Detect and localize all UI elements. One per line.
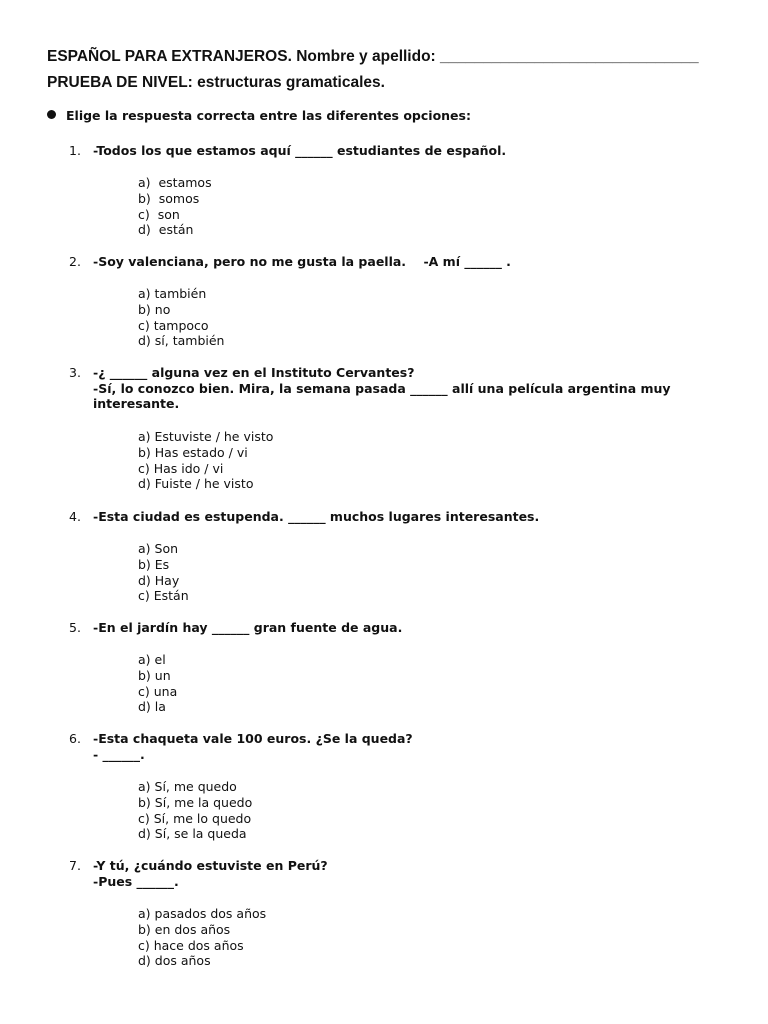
question-number: 4. bbox=[69, 509, 81, 524]
answer-option[interactable]: a) estamos bbox=[138, 175, 212, 190]
question-text bbox=[93, 254, 713, 270]
answer-option[interactable]: c) hace dos años bbox=[138, 937, 244, 953]
answer-option[interactable]: b) Es bbox=[138, 556, 170, 572]
question-number: 2. bbox=[69, 254, 81, 269]
question-line: -Soy valenciana, pero no me gusta la paella. -A mí ______ . bbox=[93, 254, 511, 269]
question-line: -Esta chaqueta vale 100 euros. ¿Se la queda? bbox=[93, 731, 413, 746]
answer-options bbox=[138, 286, 224, 349]
question-line: -Pues ______. bbox=[93, 873, 179, 889]
instruction bbox=[47, 107, 471, 125]
question-line: interesante. bbox=[93, 396, 180, 411]
answer-option[interactable]: a) el bbox=[138, 652, 166, 667]
question-text bbox=[93, 731, 713, 762]
answer-option[interactable]: c) Están bbox=[138, 588, 189, 604]
question-line: -Todos los que estamos aquí ______ estudiantes de español. bbox=[93, 143, 507, 158]
answer-options bbox=[138, 429, 273, 492]
answer-options bbox=[138, 175, 212, 238]
answer-option[interactable]: d) están bbox=[138, 222, 194, 238]
header-title-line: ESPAÑOL PARA EXTRANJEROS. Nombre y apellido: ______________________________ bbox=[47, 48, 699, 65]
header-subtitle-line: PRUEBA DE NIVEL: estructuras gramaticales. bbox=[47, 74, 385, 91]
question-line: - ______. bbox=[93, 746, 145, 762]
answer-option[interactable]: c) tampoco bbox=[138, 317, 209, 333]
question-number: 1. bbox=[69, 143, 81, 158]
question-text bbox=[93, 365, 713, 412]
answer-option[interactable]: d) Hay bbox=[138, 572, 180, 588]
answer-option[interactable]: d) dos años bbox=[138, 953, 211, 969]
bullet-icon bbox=[47, 110, 56, 119]
answer-options bbox=[138, 779, 252, 842]
question-number: 7. bbox=[69, 858, 81, 873]
answer-options bbox=[138, 652, 177, 715]
question-line: -Sí, lo conozco bien. Mira, la semana pasada ______ allí una película argentina muy bbox=[93, 380, 671, 396]
question-line: -¿ ______ alguna vez en el Instituto Cervantes? bbox=[93, 365, 415, 380]
answer-option[interactable]: a) Estuviste / he visto bbox=[138, 429, 274, 444]
instruction-text: Elige la respuesta correcta entre las diferentes opciones: bbox=[66, 108, 471, 123]
answer-option[interactable]: a) Sí, me quedo bbox=[138, 779, 237, 794]
answer-option[interactable]: a) también bbox=[138, 286, 207, 301]
answer-option[interactable]: a) pasados dos años bbox=[138, 906, 267, 921]
document-header bbox=[47, 44, 699, 96]
answer-option[interactable]: d) Sí, se la queda bbox=[138, 826, 247, 842]
answer-option[interactable]: b) Has estado / vi bbox=[138, 444, 248, 460]
answer-option[interactable]: a) Son bbox=[138, 541, 179, 556]
question-number: 3. bbox=[69, 365, 81, 380]
question-line: -Y tú, ¿cuándo estuviste en Perú? bbox=[93, 858, 328, 873]
answer-option[interactable]: c) Sí, me lo quedo bbox=[138, 810, 252, 826]
question-text bbox=[93, 143, 713, 159]
question-text bbox=[93, 509, 713, 525]
answer-option[interactable]: c) Has ido / vi bbox=[138, 460, 224, 476]
answer-option[interactable]: d) la bbox=[138, 699, 166, 715]
question-number: 6. bbox=[69, 731, 81, 746]
answer-option[interactable]: c) una bbox=[138, 683, 178, 699]
answer-option[interactable]: b) en dos años bbox=[138, 921, 231, 937]
answer-option[interactable]: d) sí, también bbox=[138, 333, 225, 349]
question-text bbox=[93, 858, 713, 889]
question-line: -En el jardín hay ______ gran fuente de agua. bbox=[93, 620, 403, 635]
answer-option[interactable]: d) Fuiste / he visto bbox=[138, 476, 254, 492]
answer-option[interactable]: b) Sí, me la quedo bbox=[138, 794, 253, 810]
answer-option[interactable]: c) son bbox=[138, 206, 180, 222]
answer-option[interactable]: b) un bbox=[138, 667, 171, 683]
answer-options bbox=[138, 906, 266, 969]
question-text bbox=[93, 620, 713, 636]
question-line: -Esta ciudad es estupenda. ______ muchos lugares interesantes. bbox=[93, 509, 540, 524]
answer-options bbox=[138, 541, 189, 604]
answer-option[interactable]: b) no bbox=[138, 301, 171, 317]
answer-option[interactable]: b) somos bbox=[138, 190, 200, 206]
question-number: 5. bbox=[69, 620, 81, 635]
